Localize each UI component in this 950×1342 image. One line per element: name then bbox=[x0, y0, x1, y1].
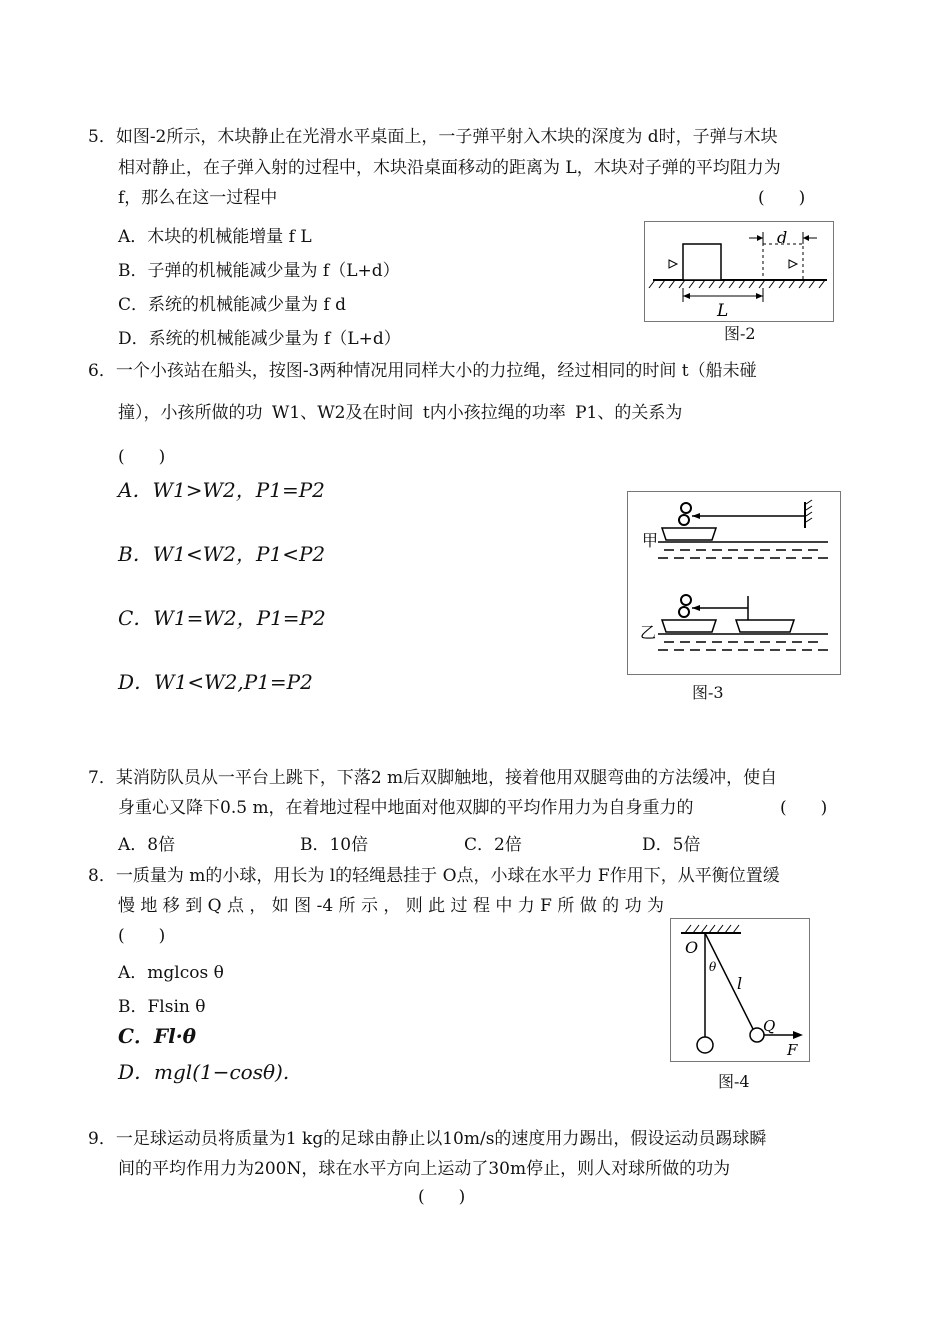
figure-4-label-F: F bbox=[787, 1041, 798, 1059]
q9-line2: 间的平均作用力为200N，球在水平方向上运动了30m停止，则人对球所做的功为 bbox=[118, 1159, 731, 1179]
q5-answer-paren: ( ) bbox=[758, 188, 806, 208]
figure-3-label-yi: 乙 bbox=[640, 623, 657, 642]
q7-option-d: D．5倍 bbox=[642, 835, 701, 855]
figure-4-label-Q: Q bbox=[763, 1017, 776, 1035]
q5-option-a: A．木块的机械能增量 f L bbox=[118, 227, 312, 247]
figure-2 bbox=[644, 221, 834, 322]
q7-answer-paren: ( ) bbox=[780, 798, 828, 818]
q7-option-a: A．8倍 bbox=[118, 835, 176, 855]
q6-answer-paren: ( ) bbox=[118, 447, 166, 467]
q7-line1: 7．某消防队员从一平台上跳下，下落2 m后双脚触地，接着他用双腿弯曲的方法缓冲，使自 bbox=[88, 768, 778, 788]
figure-4-diagram bbox=[671, 919, 809, 1061]
figure-3 bbox=[627, 491, 841, 675]
q8-line2: 慢 地 移 到 Q 点 ， 如 图 -4 所 示 ， 则 此 过 程 中 力 F 所 做 的 功 为 bbox=[118, 896, 664, 916]
figure-4-label-O: O bbox=[685, 938, 699, 957]
q5-line2: 相对静止，在子弹入射的过程中，木块沿桌面移动的距离为 L，木块对子弹的平均阻力为 bbox=[118, 158, 781, 178]
figure-2-diagram bbox=[645, 222, 833, 321]
q8-line1: 8．一质量为 m的小球，用长为 l的轻绳悬挂于 O点，小球在水平力 F作用下，从平衡位置缓 bbox=[88, 866, 780, 886]
q5-option-d: D．系统的机械能减少量为 f（L+d） bbox=[118, 329, 401, 349]
q6-line2: 撞），小孩所做的功 W1、W2及在时间 t内小孩拉绳的功率 P1、的关系为 bbox=[118, 403, 683, 423]
q6-line1: 6．一个小孩站在船头，按图-3两种情况用同样大小的力拉绳，经过相同的时间 t（船未碰 bbox=[88, 361, 757, 381]
q6-option-b: B．W1<W2，P1<P2 bbox=[118, 542, 326, 566]
q8-option-c: C．Fl·θ bbox=[118, 1024, 197, 1048]
q6-option-c: C．W1=W2，P1=P2 bbox=[118, 606, 326, 630]
figure-3-label-jia: 甲 bbox=[642, 531, 659, 550]
q8-answer-paren: ( ) bbox=[118, 926, 166, 946]
q5-option-b: B．子弹的机械能减少量为 f（L+d） bbox=[118, 261, 400, 281]
q6-option-a: A．W1>W2，P1=P2 bbox=[118, 478, 325, 502]
figure-3-caption: 图-3 bbox=[692, 683, 724, 702]
q7-option-c: C．2倍 bbox=[464, 835, 522, 855]
figure-4-label-l: l bbox=[737, 974, 743, 993]
q7-line2: 身重心又降下0.5 m，在着地过程中地面对他双脚的平均作用力为自身重力的 bbox=[118, 798, 694, 818]
figure-3-diagram bbox=[628, 492, 840, 674]
figure-2-caption: 图-2 bbox=[724, 324, 756, 343]
q9-line1: 9．一足球运动员将质量为1 kg的足球由静止以10m/s的速度用力踢出，假设运动员踢球瞬 bbox=[88, 1129, 767, 1149]
q6-option-d: D．W1<W2,P1=P2 bbox=[118, 670, 313, 694]
q8-option-d: D．mgl(1−cosθ). bbox=[118, 1060, 290, 1084]
q5-option-c: C．系统的机械能减少量为 f d bbox=[118, 295, 346, 315]
q5-line1: 5．如图-2所示，木块静止在光滑水平桌面上，一子弹平射入木块的深度为 d时，子弹与木块 bbox=[88, 127, 778, 147]
figure-2-label-L: L bbox=[717, 301, 729, 321]
q7-option-b: B．10倍 bbox=[300, 835, 369, 855]
figure-4-caption: 图-4 bbox=[718, 1072, 750, 1091]
q9-answer-paren: ( ) bbox=[418, 1187, 466, 1207]
q5-line3: f，那么在这一过程中 bbox=[118, 188, 278, 208]
figure-4 bbox=[670, 918, 810, 1062]
figure-4-label-theta: θ bbox=[709, 960, 717, 974]
q8-option-b: B．Flsin θ bbox=[118, 997, 206, 1017]
figure-2-label-d: d bbox=[777, 228, 788, 247]
q8-option-a: A．mglcos θ bbox=[118, 963, 224, 983]
